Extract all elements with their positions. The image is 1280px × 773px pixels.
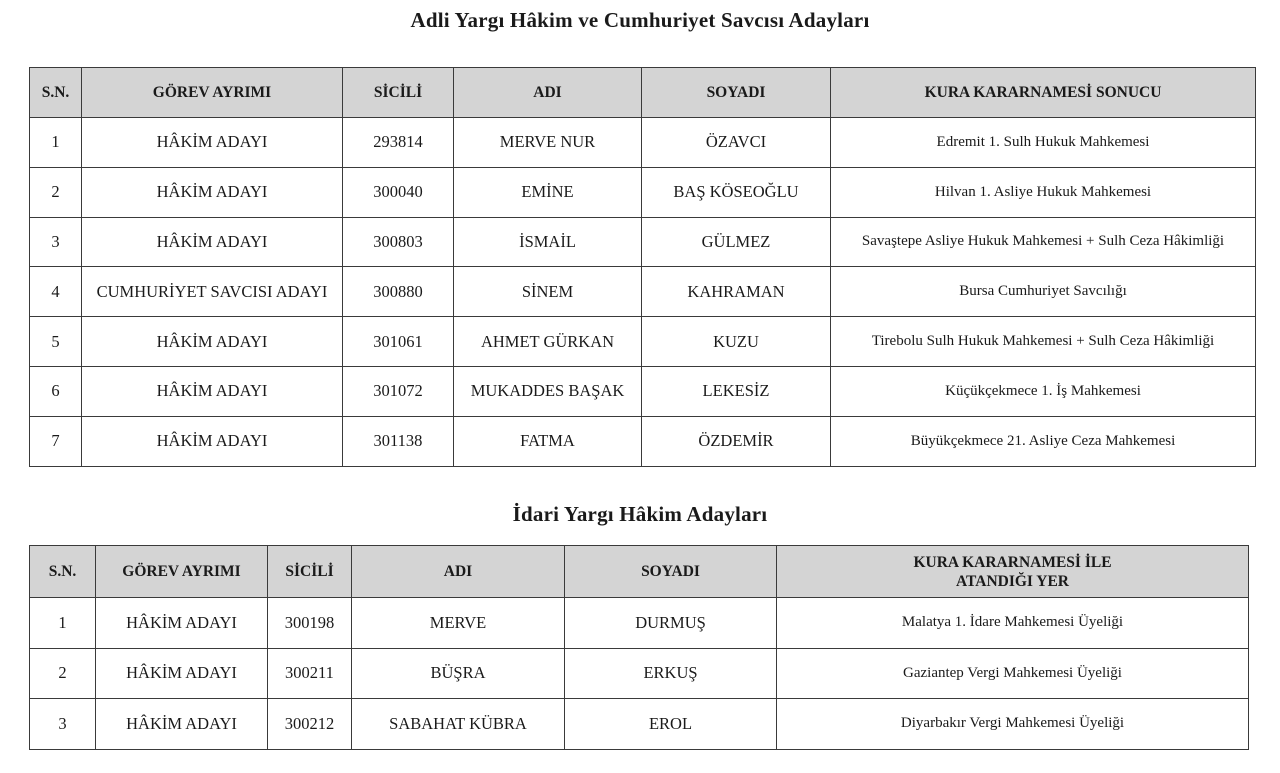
cell-adi: MERVE xyxy=(352,598,565,649)
cell-sonuc: Küçükçekmece 1. İş Mahkemesi xyxy=(831,366,1256,416)
cell-gorev: HÂKİM ADAYI xyxy=(82,217,343,267)
cell-sonuc: Hilvan 1. Asliye Hukuk Mahkemesi xyxy=(831,167,1256,217)
table-row xyxy=(30,366,1256,416)
cell-sn: 1 xyxy=(30,118,82,168)
cell-gorev: HÂKİM ADAYI xyxy=(82,118,343,168)
column-header-adi: ADI xyxy=(454,68,642,118)
column-header-gorev-ayrimi: GÖREV AYRIMI xyxy=(96,546,268,598)
cell-sonuc: Savaştepe Asliye Hukuk Mahkemesi + Sulh Ceza Hâkimliği xyxy=(831,217,1256,267)
cell-sonuc: Bursa Cumhuriyet Savcılığı xyxy=(831,267,1256,317)
cell-atandigi-yer: Malatya 1. İdare Mahkemesi Üyeliği xyxy=(777,598,1249,649)
column-header-adi: ADI xyxy=(352,546,565,598)
cell-adi: BÜŞRA xyxy=(352,648,565,699)
column-header-atandigi-yer xyxy=(777,546,1249,598)
column-header-sn: S.N. xyxy=(30,546,96,598)
cell-adi: FATMA xyxy=(454,416,642,466)
table-row xyxy=(30,267,1256,317)
table-row xyxy=(30,167,1256,217)
cell-sicil: 300198 xyxy=(268,598,352,649)
cell-sn: 5 xyxy=(30,317,82,367)
cell-sicil: 301138 xyxy=(343,416,454,466)
cell-sicil: 300212 xyxy=(268,699,352,750)
cell-sicil: 301072 xyxy=(343,366,454,416)
column-header-sicili: SİCİLİ xyxy=(268,546,352,598)
cell-soyadi: BAŞ KÖSEOĞLU xyxy=(642,167,831,217)
table-row xyxy=(30,416,1256,466)
cell-sn: 1 xyxy=(30,598,96,649)
cell-sn: 4 xyxy=(30,267,82,317)
cell-sn: 3 xyxy=(30,217,82,267)
table-row xyxy=(30,217,1256,267)
cell-sicil: 300211 xyxy=(268,648,352,699)
cell-gorev: HÂKİM ADAYI xyxy=(96,699,268,750)
cell-soyadi: ÖZAVCI xyxy=(642,118,831,168)
cell-sn: 2 xyxy=(30,648,96,699)
column-header-gorev-ayrimi: GÖREV AYRIMI xyxy=(82,68,343,118)
table-row xyxy=(30,598,1249,649)
cell-soyadi: GÜLMEZ xyxy=(642,217,831,267)
cell-sicil: 293814 xyxy=(343,118,454,168)
column-header-soyadi: SOYADI xyxy=(565,546,777,598)
table-row xyxy=(30,648,1249,699)
cell-adi: SABAHAT KÜBRA xyxy=(352,699,565,750)
cell-sicil: 300040 xyxy=(343,167,454,217)
table-row xyxy=(30,699,1249,750)
column-header-sicili: SİCİLİ xyxy=(343,68,454,118)
cell-gorev: CUMHURİYET SAVCISI ADAYI xyxy=(82,267,343,317)
cell-sonuc: Büyükçekmece 21. Asliye Ceza Mahkemesi xyxy=(831,416,1256,466)
table-row xyxy=(30,317,1256,367)
cell-atandigi-yer: Gaziantep Vergi Mahkemesi Üyeliği xyxy=(777,648,1249,699)
cell-sicil: 300880 xyxy=(343,267,454,317)
cell-adi: MERVE NUR xyxy=(454,118,642,168)
cell-gorev: HÂKİM ADAYI xyxy=(82,167,343,217)
cell-adi: EMİNE xyxy=(454,167,642,217)
cell-sonuc: Tirebolu Sulh Hukuk Mahkemesi + Sulh Ceza Hâkimliği xyxy=(831,317,1256,367)
cell-soyadi: ERKUŞ xyxy=(565,648,777,699)
table-header-row xyxy=(30,546,1249,598)
cell-soyadi: LEKESİZ xyxy=(642,366,831,416)
cell-soyadi: EROL xyxy=(565,699,777,750)
adli-yargi-title: Adli Yargı Hâkim ve Cumhuriyet Savcısı Adayları xyxy=(410,8,870,32)
cell-soyadi: KAHRAMAN xyxy=(642,267,831,317)
cell-sn: 6 xyxy=(30,366,82,416)
cell-soyadi: ÖZDEMİR xyxy=(642,416,831,466)
column-header-soyadi: SOYADI xyxy=(642,68,831,118)
cell-adi: MUKADDES BAŞAK xyxy=(454,366,642,416)
cell-gorev: HÂKİM ADAYI xyxy=(96,648,268,699)
idari-yargi-title: İdari Yargı Hâkim Adayları xyxy=(512,502,768,526)
cell-gorev: HÂKİM ADAYI xyxy=(82,416,343,466)
cell-sonuc: Edremit 1. Sulh Hukuk Mahkemesi xyxy=(831,118,1256,168)
cell-sn: 2 xyxy=(30,167,82,217)
cell-soyadi: KUZU xyxy=(642,317,831,367)
cell-adi: AHMET GÜRKAN xyxy=(454,317,642,367)
cell-sn: 7 xyxy=(30,416,82,466)
cell-gorev: HÂKİM ADAYI xyxy=(82,366,343,416)
cell-soyadi: DURMUŞ xyxy=(565,598,777,649)
idari-yargi-table xyxy=(29,545,1249,750)
cell-adi: İSMAİL xyxy=(454,217,642,267)
adli-yargi-table xyxy=(29,67,1256,467)
cell-sicil: 301061 xyxy=(343,317,454,367)
cell-gorev: HÂKİM ADAYI xyxy=(82,317,343,367)
table-row xyxy=(30,118,1256,168)
header-line-2: ATANDIĞI YER xyxy=(956,572,1069,590)
column-header-kura-sonucu: KURA KARARNAMESİ SONUCU xyxy=(831,68,1256,118)
cell-gorev: HÂKİM ADAYI xyxy=(96,598,268,649)
header-line-1: KURA KARARNAMESİ İLE xyxy=(913,553,1112,571)
cell-atandigi-yer: Diyarbakır Vergi Mahkemesi Üyeliği xyxy=(777,699,1249,750)
table-header-row xyxy=(30,68,1256,118)
cell-adi: SİNEM xyxy=(454,267,642,317)
cell-sicil: 300803 xyxy=(343,217,454,267)
cell-sn: 3 xyxy=(30,699,96,750)
column-header-sn: S.N. xyxy=(30,68,82,118)
